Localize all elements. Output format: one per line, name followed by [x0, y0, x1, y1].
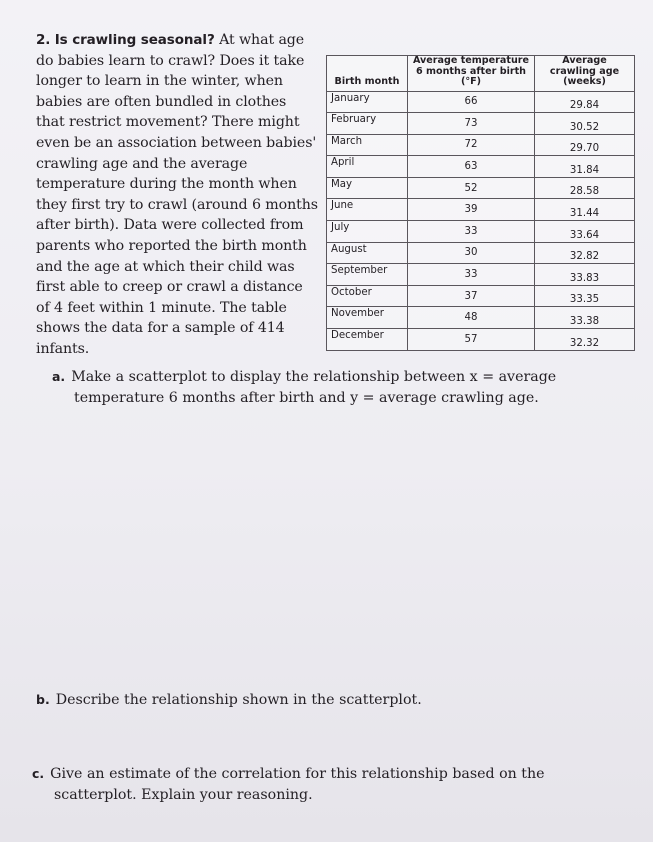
cell-temperature: 72 — [408, 134, 535, 156]
table-row — [327, 199, 635, 221]
table-row — [327, 113, 635, 135]
part-c-line1: Give an estimate of the correlation for this relationship based on the — [50, 766, 545, 782]
cell-temperature: 30 — [408, 242, 535, 264]
cell-month: June — [327, 199, 408, 221]
cell-crawling-age: 29.70 — [535, 134, 635, 156]
table-row — [327, 156, 635, 178]
cell-temperature: 39 — [408, 199, 535, 221]
cell-crawling-age: 31.84 — [535, 156, 635, 178]
cell-crawling-age: 32.82 — [535, 242, 635, 264]
part-b-text: Describe the relationship shown in the scatterplot. — [55, 692, 422, 708]
part-b — [36, 690, 596, 711]
part-a-line2: temperature 6 months after birth and y = average crawling age. — [74, 389, 539, 406]
table-row — [327, 307, 635, 329]
cell-month: August — [327, 242, 408, 264]
cell-month: October — [327, 285, 408, 307]
cell-temperature: 57 — [408, 329, 535, 351]
problem-title: Is crawling seasonal? — [54, 32, 215, 48]
problem-number: 2. — [36, 32, 51, 48]
header-avg-temperature: Average temperature 6 months after birth (°F) — [408, 56, 535, 92]
cell-month: September — [327, 264, 408, 286]
cell-temperature: 52 — [408, 177, 535, 199]
cell-crawling-age: 30.52 — [535, 113, 635, 135]
part-a-line1: Make a scatterplot to display the relationship between x = average — [71, 369, 557, 385]
part-c-label: c. — [32, 766, 45, 781]
problem-text: At what age do babies learn to crawl? Does it take longer to learn in the winter, when babies are often bundled in clothes that restrict movement? There might even be an association between babies' crawling age and the average temperature during the month when they first try to crawl (around 6 months after birth). Data were collected from parents who reported the birth month and the age at which their child was first able to creep or crawl a distance of 4 feet within 1 minute. The table shows the data for a sample of 414 infants. — [36, 32, 318, 357]
cell-month: February — [327, 113, 408, 135]
cell-crawling-age: 28.58 — [535, 177, 635, 199]
data-table — [326, 55, 635, 351]
cell-temperature: 33 — [408, 221, 535, 243]
table-row — [327, 91, 635, 113]
cell-temperature: 63 — [408, 156, 535, 178]
table-row — [327, 177, 635, 199]
cell-month: December — [327, 329, 408, 351]
table-row — [327, 242, 635, 264]
part-a — [52, 367, 572, 408]
cell-temperature: 73 — [408, 113, 535, 135]
part-a-label: a. — [52, 369, 66, 384]
cell-temperature: 33 — [408, 264, 535, 286]
cell-crawling-age: 29.84 — [535, 91, 635, 113]
cell-temperature: 66 — [408, 91, 535, 113]
cell-crawling-age: 33.83 — [535, 264, 635, 286]
part-b-label: b. — [36, 692, 50, 707]
part-c — [32, 764, 592, 805]
problem-2 — [36, 30, 318, 360]
table-header-row — [327, 56, 635, 92]
cell-temperature: 48 — [408, 307, 535, 329]
table-row — [327, 285, 635, 307]
cell-month: April — [327, 156, 408, 178]
cell-crawling-age: 33.35 — [535, 285, 635, 307]
cell-month: January — [327, 91, 408, 113]
table-row — [327, 329, 635, 351]
table-row — [327, 264, 635, 286]
header-avg-crawling-age: Average crawling age (weeks) — [535, 56, 635, 92]
cell-month: May — [327, 177, 408, 199]
table-body — [327, 91, 635, 350]
cell-crawling-age: 33.64 — [535, 221, 635, 243]
table-row — [327, 221, 635, 243]
cell-month: July — [327, 221, 408, 243]
cell-month: November — [327, 307, 408, 329]
cell-crawling-age: 32.32 — [535, 329, 635, 351]
table-row — [327, 134, 635, 156]
cell-crawling-age: 31.44 — [535, 199, 635, 221]
cell-temperature: 37 — [408, 285, 535, 307]
cell-crawling-age: 33.38 — [535, 307, 635, 329]
part-c-line2: scatterplot. Explain your reasoning. — [54, 786, 313, 803]
cell-month: March — [327, 134, 408, 156]
header-birth-month: Birth month — [327, 56, 408, 92]
